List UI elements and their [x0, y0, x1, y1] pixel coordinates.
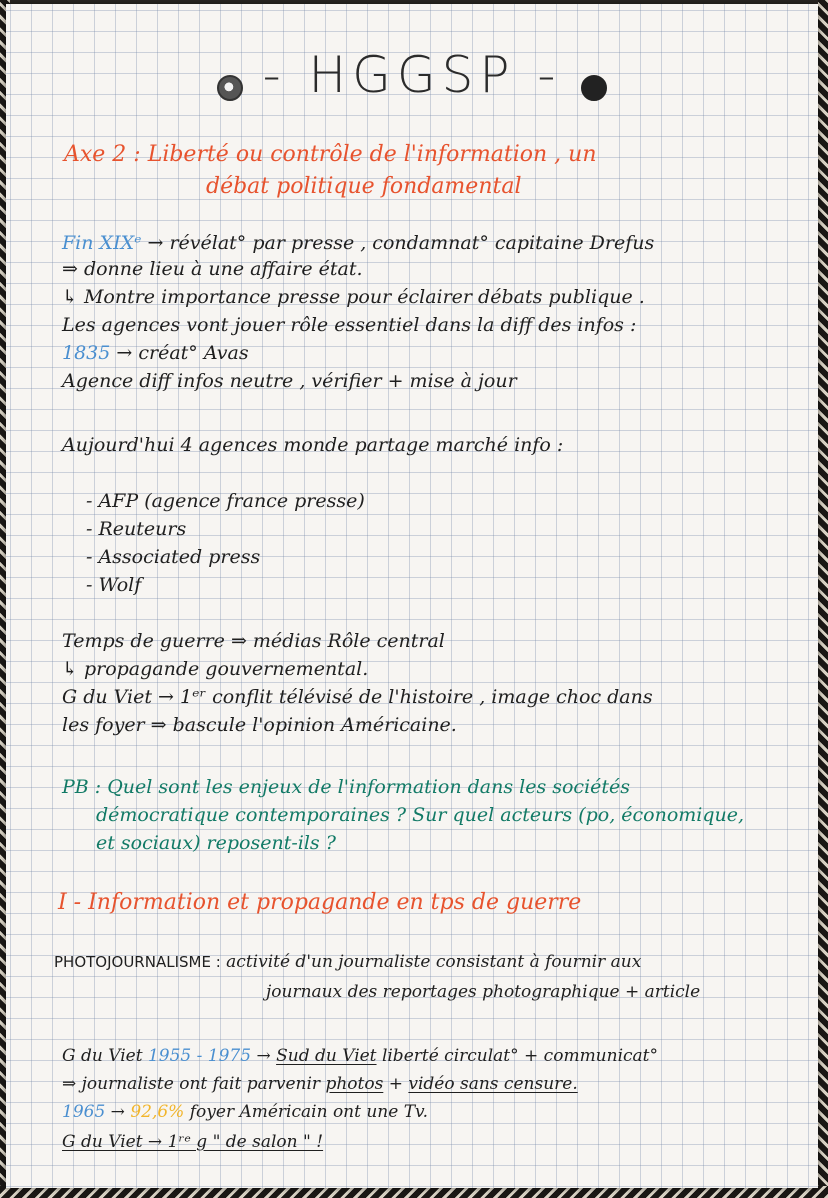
axe-title-line1: Axe 2 : Liberté ou contrôle de l'information , un — [64, 142, 597, 167]
list-item: - AFP (agence france presse) — [86, 490, 365, 512]
viet-video: vidéo sans censure. — [408, 1074, 578, 1094]
page-title: - HGGSP - — [262, 46, 562, 104]
photojournalisme-term: PHOTOJOURNALISME : — [54, 953, 221, 971]
flower-doodle-icon — [217, 75, 243, 101]
section-1-title: I - Information et propagande en tps de guerre — [58, 890, 582, 915]
viet-line-2 — [62, 1074, 578, 1094]
viet-foyer: foyer Américain ont une Tv. — [189, 1102, 429, 1122]
viet-arrow-2: → — [110, 1102, 125, 1122]
guerre-line-3: G du Viet → 1ᵉʳ conflit télévisé de l'histoire , image choc dans — [62, 686, 653, 708]
intro-line-4: Les agences vont jouer rôle essentiel dans la diff des infos : — [62, 314, 637, 336]
intro-line-2: ⇒ donne lieu à une affaire état. — [62, 258, 363, 280]
viet-line-4: G du Viet → 1ʳᵉ g " de salon " ! — [62, 1132, 324, 1152]
photojournalisme-line-1 — [54, 952, 641, 972]
agences-intro: Aujourd'hui 4 agences monde partage marché info : — [62, 434, 564, 456]
viet-dates: 1955 - 1975 — [147, 1046, 252, 1066]
intro-line-6: Agence diff infos neutre , vérifier + mise à jour — [62, 370, 517, 392]
viet-plus: + — [388, 1074, 403, 1094]
guerre-line-1: Temps de guerre ⇒ médias Rôle central — [62, 630, 445, 652]
viet-line-3 — [62, 1102, 428, 1122]
viet-liberte: liberté circulat° + communicat° — [381, 1046, 659, 1066]
intro-line-5 — [62, 342, 249, 364]
circle-doodle-icon — [581, 75, 607, 101]
list-item: - Associated press — [86, 546, 261, 568]
guerre-line-4: les foyer ⇒ bascule l'opinion Américaine. — [62, 714, 457, 736]
right-decorative-border — [818, 0, 828, 1198]
sud-du-viet: Sud du Viet — [276, 1046, 377, 1066]
list-item: - Wolf — [86, 574, 142, 596]
intro-line-5-text: → créat° Avas — [116, 342, 249, 364]
intro-line-1 — [62, 232, 654, 254]
photojournalisme-def-2: journaux des reportages photographique + article — [266, 982, 701, 1002]
viet-line-1 — [62, 1046, 658, 1066]
header — [6, 46, 818, 104]
notebook-page — [6, 4, 818, 1188]
viet-label: G du Viet — [62, 1046, 143, 1066]
viet-year-1965: 1965 — [62, 1102, 106, 1122]
intro-date-fin-xix: Fin XIXᵉ — [62, 232, 142, 254]
pb-line-1: PB : Quel sont les enjeux de l'information dans les sociétés — [62, 776, 631, 798]
viet-journaliste: ⇒ journaliste ont fait parvenir — [62, 1074, 321, 1094]
intro-date-1835: 1835 — [62, 342, 111, 364]
viet-photos: photos — [325, 1074, 384, 1094]
axe-title-line2: débat politique fondamental — [206, 174, 522, 199]
photojournalisme-def-1: activité d'un journaliste consistant à fournir aux — [226, 952, 642, 972]
list-item: - Reuteurs — [86, 518, 187, 540]
intro-line-1-text: → révélat° par presse , condamnat° capitaine Drefus — [147, 232, 655, 254]
pb-line-3: et sociaux) reposent-ils ? — [96, 832, 336, 854]
intro-line-3: ↳ Montre importance presse pour éclairer débats publique . — [62, 286, 645, 308]
guerre-line-2: ↳ propagande gouvernemental. — [62, 658, 369, 680]
viet-percent: 92,6% — [130, 1102, 185, 1122]
viet-arrow: → — [256, 1046, 271, 1066]
pb-line-2: démocratique contemporaines ? Sur quel acteurs (po, économique, — [96, 804, 745, 826]
